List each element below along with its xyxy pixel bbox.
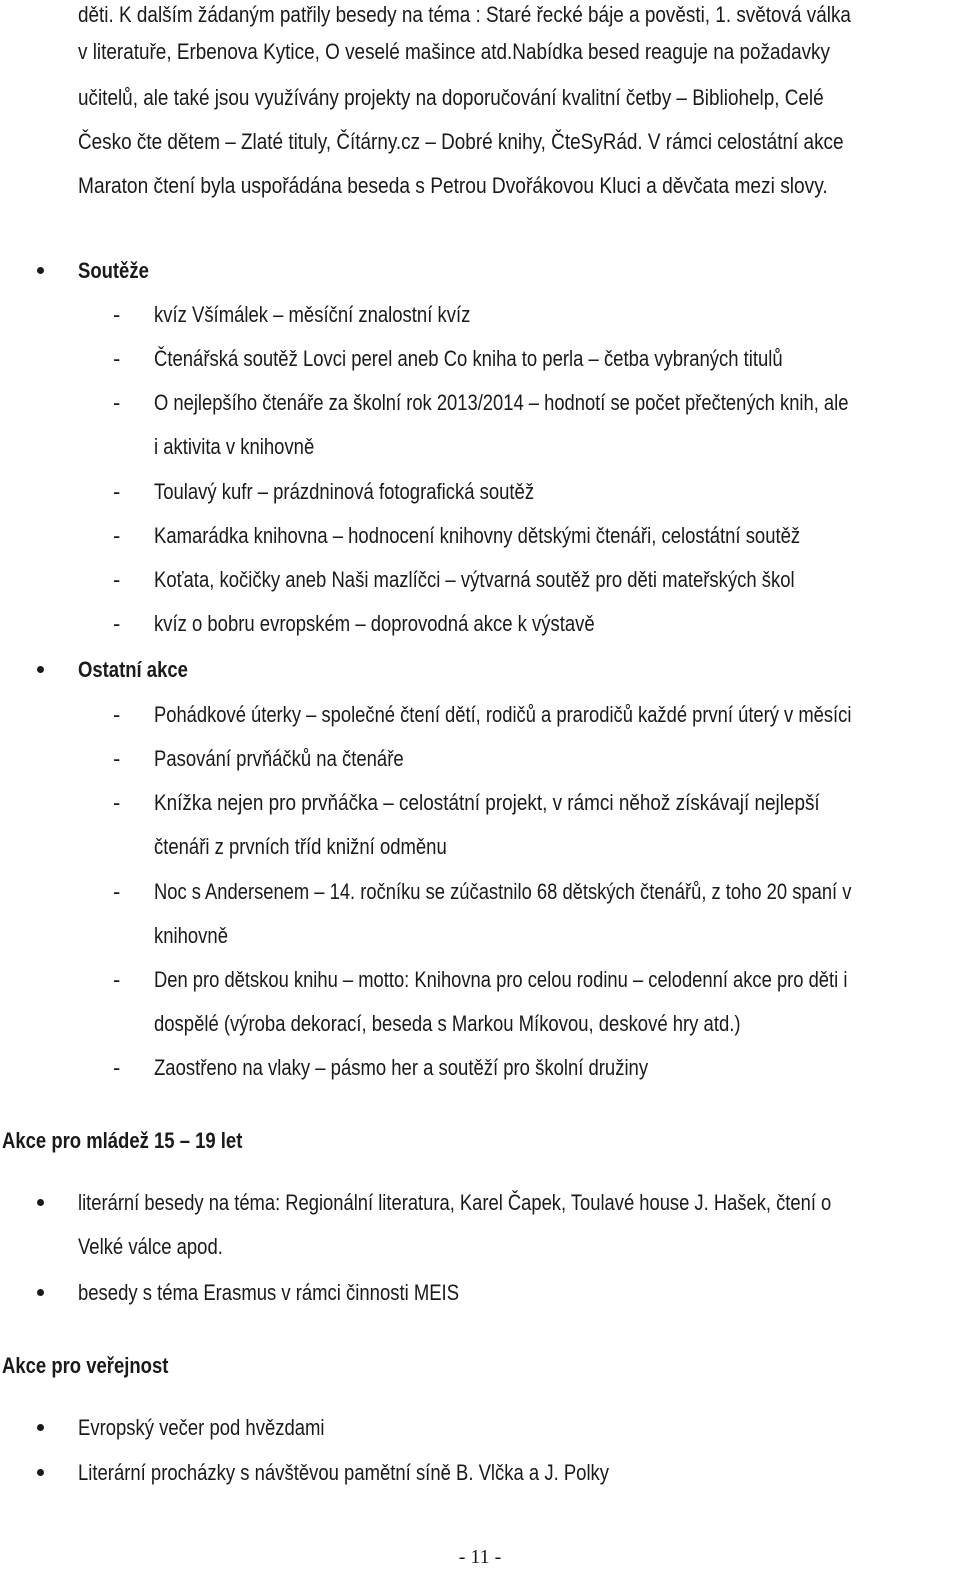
section-heading-mladez: Akce pro mládež 15 – 19 let xyxy=(2,1128,243,1153)
list-item: kvíz Všímálek – měsíční znalostní kvíz xyxy=(154,302,471,327)
list-item: Evropský večer pod hvězdami xyxy=(78,1415,325,1440)
bullet-icon xyxy=(37,1289,44,1296)
list-item-continuation: dospělé (výroba dekorací, beseda s Markou Míkovou, deskové hry atd.) xyxy=(154,1011,741,1036)
list-item: besedy s téma Erasmus v rámci činnosti MEIS xyxy=(78,1280,460,1305)
dash-marker: - xyxy=(113,390,121,415)
dash-marker: - xyxy=(113,1055,121,1080)
list-item-continuation: i aktivita v knihovně xyxy=(154,434,315,459)
dash-marker: - xyxy=(113,523,121,548)
page-number: - 11 - xyxy=(458,1546,502,1568)
list-item: Den pro dětskou knihu – motto: Knihovna pro celou rodinu – celodenní akce pro děti i xyxy=(154,967,848,992)
dash-marker: - xyxy=(113,702,121,727)
dash-marker: - xyxy=(113,746,121,771)
dash-marker: - xyxy=(113,611,121,636)
bullet-icon xyxy=(37,1199,44,1206)
intro-line: v literatuře, Erbenova Kytice, O veselé mašince atd.Nabídka besed reaguje na požadavky xyxy=(78,39,830,64)
list-item: Zaostřeno na vlaky – pásmo her a soutěží pro školní družiny xyxy=(154,1055,649,1080)
list-item: Pasování prvňáčků na čtenáře xyxy=(154,746,404,771)
bullet-icon xyxy=(37,267,44,274)
dash-marker: - xyxy=(113,479,121,504)
dash-marker: - xyxy=(113,346,121,371)
intro-line: děti. K dalším žádaným patřily besedy na téma : Staré řecké báje a pověsti, 1. světová válka xyxy=(78,2,851,27)
bullet-icon xyxy=(37,666,44,673)
list-item: Kamarádka knihovna – hodnocení knihovny dětskými čtenáři, celostátní soutěž xyxy=(154,523,801,548)
list-item-continuation: Velké válce apod. xyxy=(78,1234,223,1259)
list-item: Koťata, kočičky aneb Naši mazlíčci – výtvarná soutěž pro děti mateřských škol xyxy=(154,567,795,592)
list-item: Toulavý kufr – prázdninová fotografická soutěž xyxy=(154,479,535,504)
intro-line: Maraton čtení byla uspořádána beseda s Petrou Dvořákovou Kluci a děvčata mezi slovy. xyxy=(78,173,828,198)
list-item: Pohádkové úterky – společné čtení dětí, rodičů a prarodičů každé první úterý v měsíci xyxy=(154,702,852,727)
bullet-icon xyxy=(37,1424,44,1431)
list-item: Čtenářská soutěž Lovci perel aneb Co kniha to perla – četba vybraných titulů xyxy=(154,346,783,371)
intro-line: učitelů, ale také jsou využívány projekty na doporučování kvalitní četby – Bibliohelp, Celé xyxy=(78,85,824,110)
dash-marker: - xyxy=(113,567,121,592)
list-item-continuation: knihovně xyxy=(154,923,228,948)
bullet-icon xyxy=(37,1469,44,1476)
list-item: O nejlepšího čtenáře za školní rok 2013/2014 – hodnotí se počet přečtených knih, ale xyxy=(154,390,849,415)
dash-marker: - xyxy=(113,879,121,904)
dash-marker: - xyxy=(113,790,121,815)
dash-marker: - xyxy=(113,967,121,992)
list-item: kvíz o bobru evropském – doprovodná akce k výstavě xyxy=(154,611,595,636)
list-item: Literární procházky s návštěvou pamětní síně B. Vlčka a J. Polky xyxy=(78,1460,610,1485)
section-title-ostatni: Ostatní akce xyxy=(78,657,188,682)
dash-marker: - xyxy=(113,302,121,327)
section-heading-verejnost: Akce pro veřejnost xyxy=(2,1353,169,1378)
list-item-continuation: čtenáři z prvních tříd knižní odměnu xyxy=(154,834,447,859)
section-title-souteze: Soutěže xyxy=(78,258,149,283)
intro-line: Česko čte dětem – Zlaté tituly, Čítárny.cz – Dobré knihy, ČteSyRád. V rámci celostátní akce xyxy=(78,129,844,154)
list-item: Knížka nejen pro prvňáčka – celostátní projekt, v rámci něhož získávají nejlepší xyxy=(154,790,820,815)
list-item: Noc s Andersenem – 14. ročníku se zúčastnilo 68 dětských čtenářů, z toho 20 spaní v xyxy=(154,879,852,904)
list-item: literární besedy na téma: Regionální literatura, Karel Čapek, Toulavé house J. Hašek, čtení o xyxy=(78,1190,832,1215)
